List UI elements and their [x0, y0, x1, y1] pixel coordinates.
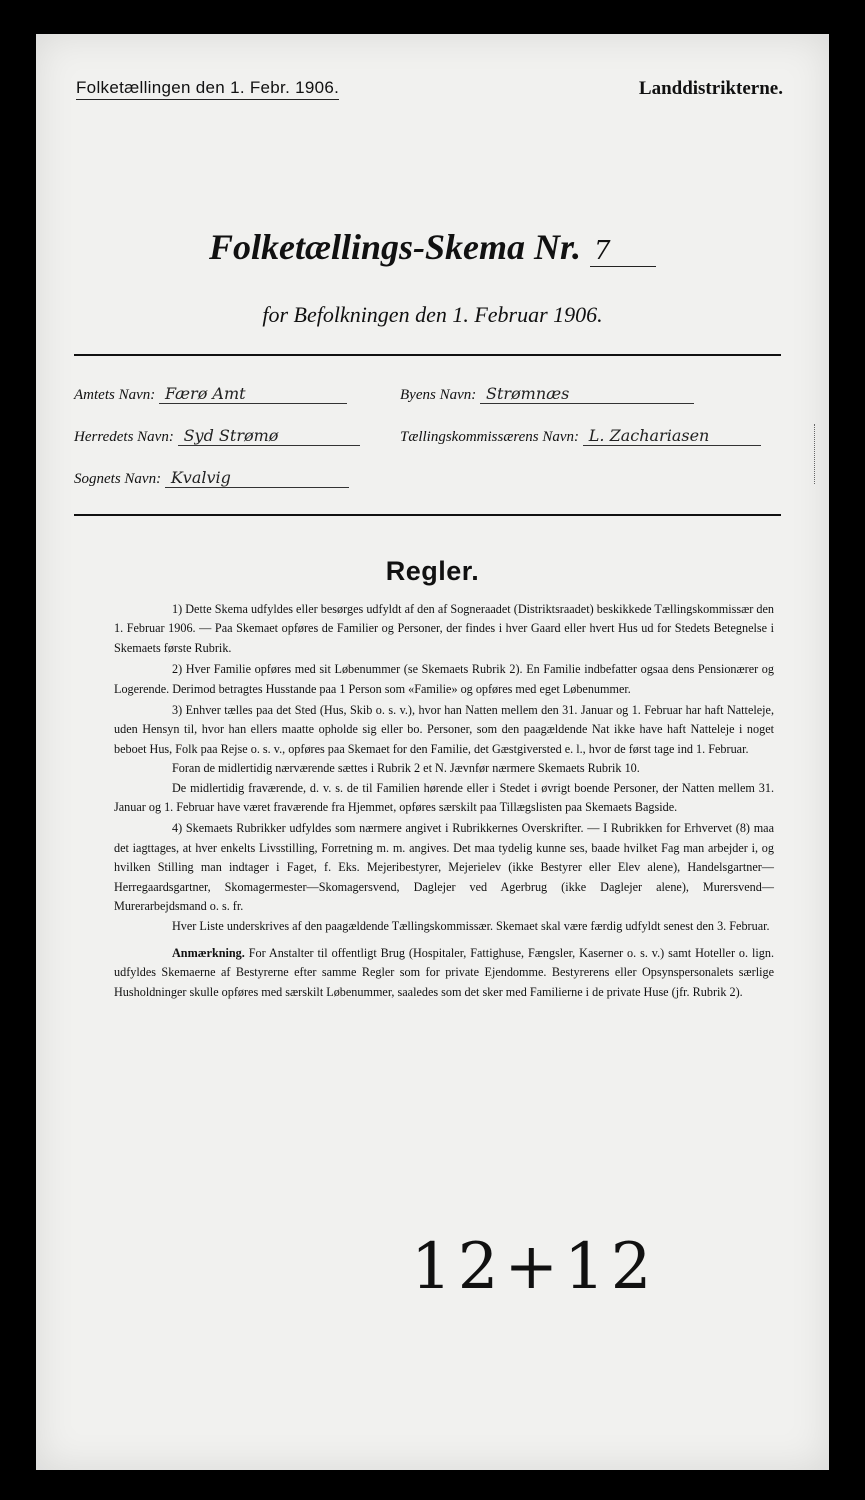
by-field [400, 384, 694, 404]
rule-3: 3) Enhver tælles paa det Sted (Hus, Skib o. s. v.), hvor han Natten mellem den 31. Januar og 1. Februar har haft Natteleje, uden Hensyn til, hvor han ellers maatte opholde sig eller bo. Personer, som den paagældende Nat ikke have haft Natteleje i noget beboet Hus, Folk paa Rejse o. s. v., opføres paa Skemaet for den Familie, det Gæstgiversted e. l., hvor de først tage ind 1. Februar. [114, 703, 774, 756]
sogn-value: Kvalvig [165, 468, 349, 488]
kommissaer-field [400, 426, 761, 446]
divider-bottom [74, 514, 781, 516]
handwritten-count: 12+12 [411, 1230, 658, 1304]
note-label: Anmærkning. [172, 945, 245, 960]
form-number: 7 [590, 236, 656, 267]
herred-field [74, 426, 360, 446]
rule-4: 4) Skemaets Rubrikker udfyldes som nærmere angivet i Rubrikkernes Overskrifter. — I Rubrikken for Erhvervet (8) maa det iagttages, at hver enkelts Livsstilling, Forretning m. m. angives. Det maa tydelig kunne ses, baade hvilket Fag man arbejder i, og hvilken Stilling man indtager i Faget, f. Eks. Mejeribestyrer, Mejerielev (ikke Bestyrer eller Elev alene), Handelsgartner—Herregaardsgartner, Skomagermester—Skomagersvend, Daglejer ved Agerbrug (ikke Daglejer alene), Murersvend—Murerarbejdsmand o. s. fr. [114, 821, 774, 914]
amt-value: Færø Amt [159, 384, 347, 404]
rule-4-signature: Hver Liste underskrives af den paagældende Tællingskommissær. Skemaet skal være færdig udfyldt senest den 3. Februar. [172, 918, 770, 933]
rule-3-temporary-absent: De midlertidig fraværende, d. v. s. de til Familien hørende eller i Stedet i øvrigt boende Personer, der Natten mellem 31. Januar og 1. Februar have været fraværende fra Hjemmet, opføres særskilt paa Tillægslisten paa Skemaets Bagside. [114, 780, 774, 815]
herred-label: Herredets Navn: [74, 429, 174, 445]
kommissaer-value: L. Zachariasen [583, 426, 761, 446]
by-value: Strømnæs [480, 384, 694, 404]
amt-label: Amtets Navn: [74, 387, 156, 403]
form-title [36, 226, 829, 268]
herred-value: Syd Strømø [178, 426, 360, 446]
census-form-page [36, 34, 829, 1470]
rules-body [114, 600, 774, 1002]
by-label: Byens Navn: [400, 387, 477, 403]
sogn-field [74, 468, 349, 488]
amt-field [74, 384, 347, 404]
rule-3-temporary-present: Foran de midlertidig nærværende sættes i Rubrik 2 et N. Jævnfør nærmere Skemaets Rubrik 10. [172, 761, 640, 776]
edge-mark [814, 424, 823, 484]
sogn-label: Sognets Navn: [74, 471, 162, 487]
divider-top [74, 354, 781, 356]
rules-title: Regler. [385, 556, 480, 586]
form-subtitle: for Befolkningen den 1. Februar 1906. [262, 302, 603, 327]
rule-2: 2) Hver Familie opføres med sit Løbenummer (se Skemaets Rubrik 2). En Familie indbefatter ogsaa dens Pensionærer og Logerende. Derimod betragtes Husstande paa 1 Person som «Familie» og opføres med eget Løbenummer. [114, 662, 774, 696]
note-text: For Anstalter til offentligt Brug (Hospitaler, Fattighuse, Fængsler, Kaserner o. s. v.) samt Hoteller o. lign. udfyldes Skemaerne af Bestyrerne efter samme Regler som for private Ejendomme. Bestyrerens eller Opsynspersonalets særlige Husholdninger skulle opføres med særskilt Løbenummer, saaledes som det sker med Familierne i de private Huse (jfr. Rubrik 2). [114, 945, 774, 999]
kommissaer-label: Tællingskommissærens Navn: [400, 429, 580, 445]
form-title-text: Folketællings-Skema Nr. [208, 227, 582, 267]
census-header: Folketællingen den 1. Febr. 1906. [76, 78, 339, 100]
rule-1: 1) Dette Skema udfyldes eller besørges udfyldt af den af Sogneraadet (Distriktsraadet) beskikkede Tællingskommissær den 1. Februar 1906. — Paa Skemaet opføres de Familier og Personer, der findes i hver Gaard eller hvert Hus ud for Stedets Betegnelse i Skemaets første Rubrik. [114, 602, 774, 655]
district-type: Landdistrikterne. [638, 78, 783, 99]
rules-note [114, 944, 774, 1002]
